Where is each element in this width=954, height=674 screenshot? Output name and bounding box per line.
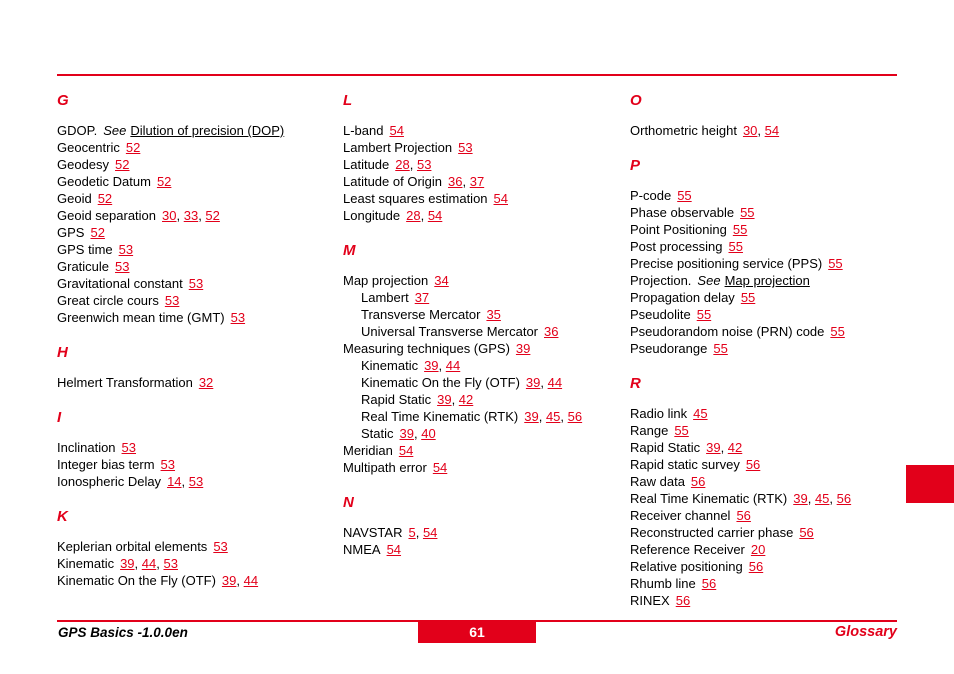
page-numbers <box>830 324 844 339</box>
page-numbers <box>161 457 175 472</box>
page-numbers <box>434 273 448 288</box>
index-entry <box>57 241 343 258</box>
index-entry <box>630 422 897 439</box>
page-number-link[interactable]: 56 <box>736 508 751 523</box>
page-numbers: 36, 37 <box>448 174 485 189</box>
page-number-link[interactable]: 34 <box>434 273 449 288</box>
index-entry <box>343 323 630 340</box>
entry-label: Meridian <box>343 443 393 458</box>
entry-label: Pseudolite <box>630 307 691 322</box>
page-number-link[interactable]: 55 <box>732 222 748 237</box>
page-number-link[interactable]: 52 <box>156 174 172 189</box>
entry-label: Greenwich mean time (GMT) <box>57 310 225 325</box>
page-number-link[interactable]: 55 <box>728 239 743 254</box>
page-number-link[interactable]: 53 <box>230 310 246 325</box>
index-entry <box>57 538 343 555</box>
entry-label: Post processing <box>630 239 723 254</box>
page-numbers: 28, 53 <box>395 157 432 172</box>
index-entry <box>630 289 897 306</box>
index-entry <box>57 122 343 139</box>
page-numbers <box>126 140 140 155</box>
page-number-link[interactable]: 56 <box>567 409 583 424</box>
page-number-link[interactable]: 30 <box>162 208 177 223</box>
page-number-link[interactable]: 45 <box>545 409 561 424</box>
page-number-link[interactable]: 5 <box>408 525 416 540</box>
page-numbers <box>433 460 447 475</box>
entry-label: Great circle cours <box>57 293 159 308</box>
index-entry <box>630 490 897 507</box>
entry-label: Orthometric height <box>630 123 737 138</box>
page-number-link[interactable]: 44 <box>141 556 157 571</box>
index-column <box>57 92 343 609</box>
page-numbers <box>213 539 227 554</box>
page-numbers: 30, 54 <box>742 123 780 138</box>
page-number-link[interactable]: 44 <box>547 375 563 390</box>
page-numbers <box>751 542 765 557</box>
page-number-link[interactable]: 32 <box>198 375 214 390</box>
entry-label: Geodetic Datum <box>57 174 151 189</box>
page-number-link[interactable]: 20 <box>750 542 766 557</box>
index-entry <box>630 306 897 323</box>
page-numbers <box>697 307 711 322</box>
index-entry <box>343 340 630 357</box>
page-number-link[interactable]: 53 <box>118 242 134 257</box>
index-entry <box>630 272 897 289</box>
page-number-link[interactable]: 52 <box>115 157 130 172</box>
entry-label: Geocentric <box>57 140 120 155</box>
page-number-link[interactable]: 56 <box>690 474 706 489</box>
page-number-link[interactable]: 54 <box>427 208 443 223</box>
footer-doc-title: GPS Basics -1.0.0en <box>58 625 188 640</box>
page-numbers <box>90 225 104 240</box>
page-number-link[interactable]: 55 <box>830 324 845 339</box>
entry-label: NMEA <box>343 542 381 557</box>
page-number-link[interactable]: 33 <box>183 208 199 223</box>
index-entry <box>343 139 630 156</box>
entry-label: Kinematic On the Fly (OTF) <box>57 573 216 588</box>
page-numbers <box>122 440 136 455</box>
page-number-link[interactable]: 39 <box>793 491 808 506</box>
page-numbers <box>828 256 842 271</box>
page-number-link[interactable]: 36 <box>448 174 463 189</box>
index-entry <box>343 524 630 541</box>
page-number-link[interactable]: 53 <box>416 157 432 172</box>
entry-label: Rapid Static <box>361 392 432 407</box>
index-entry <box>343 190 630 207</box>
entry-label: Phase observable <box>630 205 735 220</box>
page-numbers <box>691 474 705 489</box>
page-number-link[interactable]: 39 <box>424 358 439 373</box>
top-rule <box>57 74 897 76</box>
entry-label: Rapid static survey <box>630 457 740 472</box>
section-letter-L: L <box>343 92 353 109</box>
page-numbers <box>389 123 403 138</box>
section-letter-R: R <box>630 375 641 392</box>
entry-label: GDOP. <box>57 123 98 138</box>
index-entry <box>343 122 630 139</box>
index-entry <box>343 425 630 442</box>
page-numbers: 39, 44 <box>525 375 563 390</box>
page-number-link[interactable]: 42 <box>727 440 743 455</box>
index-entry <box>57 207 343 224</box>
entry-label: Keplerian orbital elements <box>57 539 208 554</box>
page-numbers <box>749 559 763 574</box>
page-numbers: 28, 54 <box>406 208 443 223</box>
page-numbers <box>115 259 129 274</box>
section-letter-H: H <box>57 344 68 361</box>
index-entry <box>630 122 897 139</box>
page-numbers <box>458 140 472 155</box>
index-entry <box>57 156 343 173</box>
page-numbers <box>115 157 129 172</box>
entry-label: RINEX <box>630 593 670 608</box>
entry-label: Real Time Kinematic (RTK) <box>630 491 788 506</box>
page-numbers: 5, 54 <box>408 525 438 540</box>
page-number-link[interactable]: 39 <box>437 392 452 407</box>
page-numbers <box>119 242 133 257</box>
page-numbers <box>702 576 716 591</box>
page-number-link[interactable]: 55 <box>677 188 692 203</box>
index-entry <box>57 190 343 207</box>
entry-label: Real Time Kinematic (RTK) <box>361 409 519 424</box>
index-entry <box>630 507 897 524</box>
page-number-link[interactable]: 56 <box>745 457 761 472</box>
index-columns <box>57 92 897 609</box>
page-number-link[interactable]: 53 <box>160 457 176 472</box>
index-entry <box>630 204 897 221</box>
index-entry <box>630 541 897 558</box>
page-number-link[interactable]: 39 <box>120 556 135 571</box>
page-numbers <box>674 423 688 438</box>
page-number-link[interactable]: 52 <box>97 191 113 206</box>
page-number-link[interactable]: 56 <box>836 491 852 506</box>
page-number-link[interactable]: 39 <box>524 409 539 424</box>
index-entry <box>343 306 630 323</box>
page-numbers: 30, 33, 52 <box>162 208 220 223</box>
page-number-link[interactable]: 53 <box>213 539 228 554</box>
index-entry <box>343 391 630 408</box>
page-number-link[interactable]: 44 <box>243 573 259 588</box>
entry-label: Integer bias term <box>57 457 155 472</box>
page-number: 61 <box>469 623 485 640</box>
page-number-link[interactable]: 53 <box>164 293 180 308</box>
section-letter-I: I <box>57 409 62 426</box>
page-number-link[interactable]: 56 <box>701 576 717 591</box>
index-entry <box>343 442 630 459</box>
entry-label: Rhumb line <box>630 576 696 591</box>
entry-label: Receiver channel <box>630 508 731 523</box>
page-numbers <box>399 443 413 458</box>
page-numbers: 39, 42 <box>706 440 743 455</box>
page-numbers: 39, 40 <box>399 426 436 441</box>
entry-label: Transverse Mercator <box>361 307 481 322</box>
page-number-link[interactable]: 39 <box>221 573 237 588</box>
index-entry <box>630 439 897 456</box>
page-numbers <box>740 205 754 220</box>
section-letter-N: N <box>343 494 354 511</box>
page-number-badge <box>418 620 536 643</box>
index-entry <box>630 524 897 541</box>
entry-label: Kinematic <box>57 556 115 571</box>
index-entry <box>343 541 630 558</box>
see-reference-link[interactable]: Dilution of precision (DOP) <box>130 123 285 138</box>
page-number-link[interactable]: 54 <box>493 191 508 206</box>
entry-label: Geoid <box>57 191 92 206</box>
index-entry <box>630 405 897 422</box>
page-number-link[interactable]: 54 <box>764 123 780 138</box>
page-number-link[interactable]: 53 <box>115 259 130 274</box>
entry-label: GPS time <box>57 242 113 257</box>
index-entry <box>343 289 630 306</box>
entry-label: Range <box>630 423 669 438</box>
index-entry <box>343 156 630 173</box>
page-number-link[interactable]: 52 <box>90 225 105 240</box>
see-label: See <box>103 123 127 138</box>
page-number-link[interactable]: 54 <box>398 443 414 458</box>
index-entry <box>630 473 897 490</box>
page-numbers: 39, 44, 53 <box>120 556 178 571</box>
section-letter-K: K <box>57 508 68 525</box>
index-entry <box>57 139 343 156</box>
page-number-link[interactable]: 39 <box>525 375 541 390</box>
entry-label: Kinematic On the Fly (OTF) <box>361 375 520 390</box>
page-number-link[interactable]: 55 <box>713 341 728 356</box>
page-numbers: 39, 45, 56 <box>793 491 852 506</box>
page-number-link[interactable]: 56 <box>799 525 814 540</box>
page-number-link[interactable]: 35 <box>486 307 501 322</box>
page-number-link[interactable]: 54 <box>422 525 438 540</box>
page-numbers <box>733 222 747 237</box>
page-numbers <box>729 239 743 254</box>
index-entry <box>630 238 897 255</box>
index-entry <box>630 340 897 357</box>
index-entry <box>57 572 343 589</box>
page-number-link[interactable]: 45 <box>814 491 830 506</box>
entry-label: Helmert Transformation <box>57 375 193 390</box>
page-numbers <box>98 191 112 206</box>
page-number-link[interactable]: 36 <box>544 324 559 339</box>
page-number-link[interactable]: 39 <box>706 440 721 455</box>
index-entry <box>57 473 343 490</box>
entry-label: Raw data <box>630 474 685 489</box>
red-tab-marker <box>906 465 954 503</box>
entry-label: Static <box>361 426 394 441</box>
entry-label: Propagation delay <box>630 290 735 305</box>
page-number-link[interactable]: 42 <box>458 392 474 407</box>
index-entry <box>630 456 897 473</box>
page-numbers <box>231 310 245 325</box>
page-number-link[interactable]: 28 <box>406 208 421 223</box>
index-entry <box>57 258 343 275</box>
entry-label: Relative positioning <box>630 559 743 574</box>
entry-label: Rapid Static <box>630 440 701 455</box>
entry-label: Radio link <box>630 406 688 421</box>
entry-label: Projection. <box>630 273 692 288</box>
entry-label: P-code <box>630 188 672 203</box>
page-number-link[interactable]: 37 <box>414 290 430 305</box>
page-number-link[interactable]: 37 <box>469 174 485 189</box>
page-numbers: 39, 42 <box>437 392 474 407</box>
page-numbers: 39, 44 <box>221 573 259 588</box>
page-number-link[interactable]: 53 <box>188 276 204 291</box>
page-number-link[interactable]: 55 <box>740 205 755 220</box>
index-entry <box>57 309 343 326</box>
index-column <box>630 92 897 609</box>
index-entry <box>630 592 897 609</box>
page-numbers <box>486 307 500 322</box>
entry-label: Reconstructed carrier phase <box>630 525 794 540</box>
page-number-link[interactable]: 53 <box>458 140 473 155</box>
page-numbers <box>165 293 179 308</box>
entry-label: L-band <box>343 123 384 138</box>
index-entry <box>630 575 897 592</box>
page-number-link[interactable]: 55 <box>674 423 689 438</box>
page-number-link[interactable]: 53 <box>188 474 204 489</box>
page-number-link[interactable]: 52 <box>205 208 220 223</box>
see-label: See <box>697 273 721 288</box>
index-entry <box>57 456 343 473</box>
page-number-link[interactable]: 44 <box>445 358 461 373</box>
entry-label: Reference Receiver <box>630 542 745 557</box>
page-number-link[interactable]: 56 <box>748 559 764 574</box>
see-reference-link[interactable]: Map projection <box>724 273 810 288</box>
page-number-link[interactable]: 55 <box>740 290 756 305</box>
index-entry <box>343 374 630 391</box>
page-number-link[interactable]: 56 <box>675 593 691 608</box>
page-number-link[interactable]: 39 <box>399 426 414 441</box>
page-number-link[interactable]: 14 <box>167 474 182 489</box>
entry-label: Geoid separation <box>57 208 157 223</box>
index-entry <box>57 275 343 292</box>
index-entry <box>630 187 897 204</box>
entry-label: Geodesy <box>57 157 110 172</box>
index-entry <box>57 292 343 309</box>
page-number-link[interactable]: 53 <box>163 556 178 571</box>
page-number-link[interactable]: 30 <box>742 123 758 138</box>
page-numbers <box>494 191 508 206</box>
index-entry <box>343 408 630 425</box>
entry-label: Gravitational constant <box>57 276 183 291</box>
entry-label: Lambert Projection <box>343 140 453 155</box>
page-number-link[interactable]: 55 <box>696 307 712 322</box>
index-entry <box>57 439 343 456</box>
page-number-link[interactable]: 28 <box>395 157 410 172</box>
page-numbers <box>677 188 691 203</box>
index-entry <box>343 207 630 224</box>
entry-label: Inclination <box>57 440 116 455</box>
entry-label: Ionospheric Delay <box>57 474 162 489</box>
entry-label: Latitude of Origin <box>343 174 443 189</box>
page-numbers <box>736 508 750 523</box>
page-numbers: 39, 45, 56 <box>524 409 583 424</box>
page-numbers: 39, 44 <box>424 358 461 373</box>
page-numbers <box>741 290 755 305</box>
page-number-link[interactable]: 52 <box>125 140 141 155</box>
index-entry <box>57 374 343 391</box>
page-number-link[interactable]: 54 <box>386 542 402 557</box>
entry-label: Pseudorange <box>630 341 708 356</box>
section-letter-G: G <box>57 92 69 109</box>
index-entry <box>343 173 630 190</box>
index-entry <box>630 558 897 575</box>
entry-label: Graticule <box>57 259 110 274</box>
index-entry <box>343 459 630 476</box>
index-entry <box>343 272 630 289</box>
page-numbers <box>713 341 727 356</box>
page-number-link[interactable]: 54 <box>432 460 448 475</box>
index-entry <box>630 255 897 272</box>
section-letter-M: M <box>343 242 356 259</box>
page-numbers <box>415 290 429 305</box>
page-numbers <box>746 457 760 472</box>
entry-label: Measuring techniques (GPS) <box>343 341 510 356</box>
page-numbers <box>199 375 213 390</box>
page-numbers <box>676 593 690 608</box>
entry-label: Lambert <box>361 290 409 305</box>
entry-label: Least squares estimation <box>343 191 488 206</box>
entry-label: NAVSTAR <box>343 525 403 540</box>
page-number-link[interactable]: 54 <box>389 123 404 138</box>
footer-section-title: Glossary <box>834 624 897 640</box>
index-entry <box>57 224 343 241</box>
index-column <box>343 92 630 609</box>
page-number-link[interactable]: 53 <box>121 440 137 455</box>
page-numbers: 14, 53 <box>167 474 204 489</box>
entry-label: Precise positioning service (PPS) <box>630 256 823 271</box>
page-numbers <box>544 324 558 339</box>
section-letter-P: P <box>630 157 641 174</box>
entry-label: Point Positioning <box>630 222 727 237</box>
index-entry <box>630 221 897 238</box>
section-letter-O: O <box>630 92 642 109</box>
page-number-link[interactable]: 55 <box>828 256 843 271</box>
page-numbers <box>157 174 171 189</box>
entry-label: Latitude <box>343 157 390 172</box>
entry-label: Pseudorandom noise (PRN) code <box>630 324 825 339</box>
page-numbers <box>799 525 813 540</box>
page-numbers <box>189 276 203 291</box>
entry-label: Longitude <box>343 208 401 223</box>
page-numbers <box>693 406 707 421</box>
index-entry <box>343 357 630 374</box>
entry-label: Kinematic <box>361 358 419 373</box>
entry-label: Multipath error <box>343 460 427 475</box>
index-entry <box>57 173 343 190</box>
page-number-link[interactable]: 40 <box>421 426 436 441</box>
page-number-link[interactable]: 45 <box>693 406 708 421</box>
entry-label: Universal Transverse Mercator <box>361 324 538 339</box>
entry-label: Map projection <box>343 273 429 288</box>
page-number-link[interactable]: 39 <box>515 341 531 356</box>
index-entry <box>57 555 343 572</box>
page-numbers <box>516 341 530 356</box>
index-entry <box>630 323 897 340</box>
entry-label: GPS <box>57 225 85 240</box>
page-numbers <box>387 542 401 557</box>
